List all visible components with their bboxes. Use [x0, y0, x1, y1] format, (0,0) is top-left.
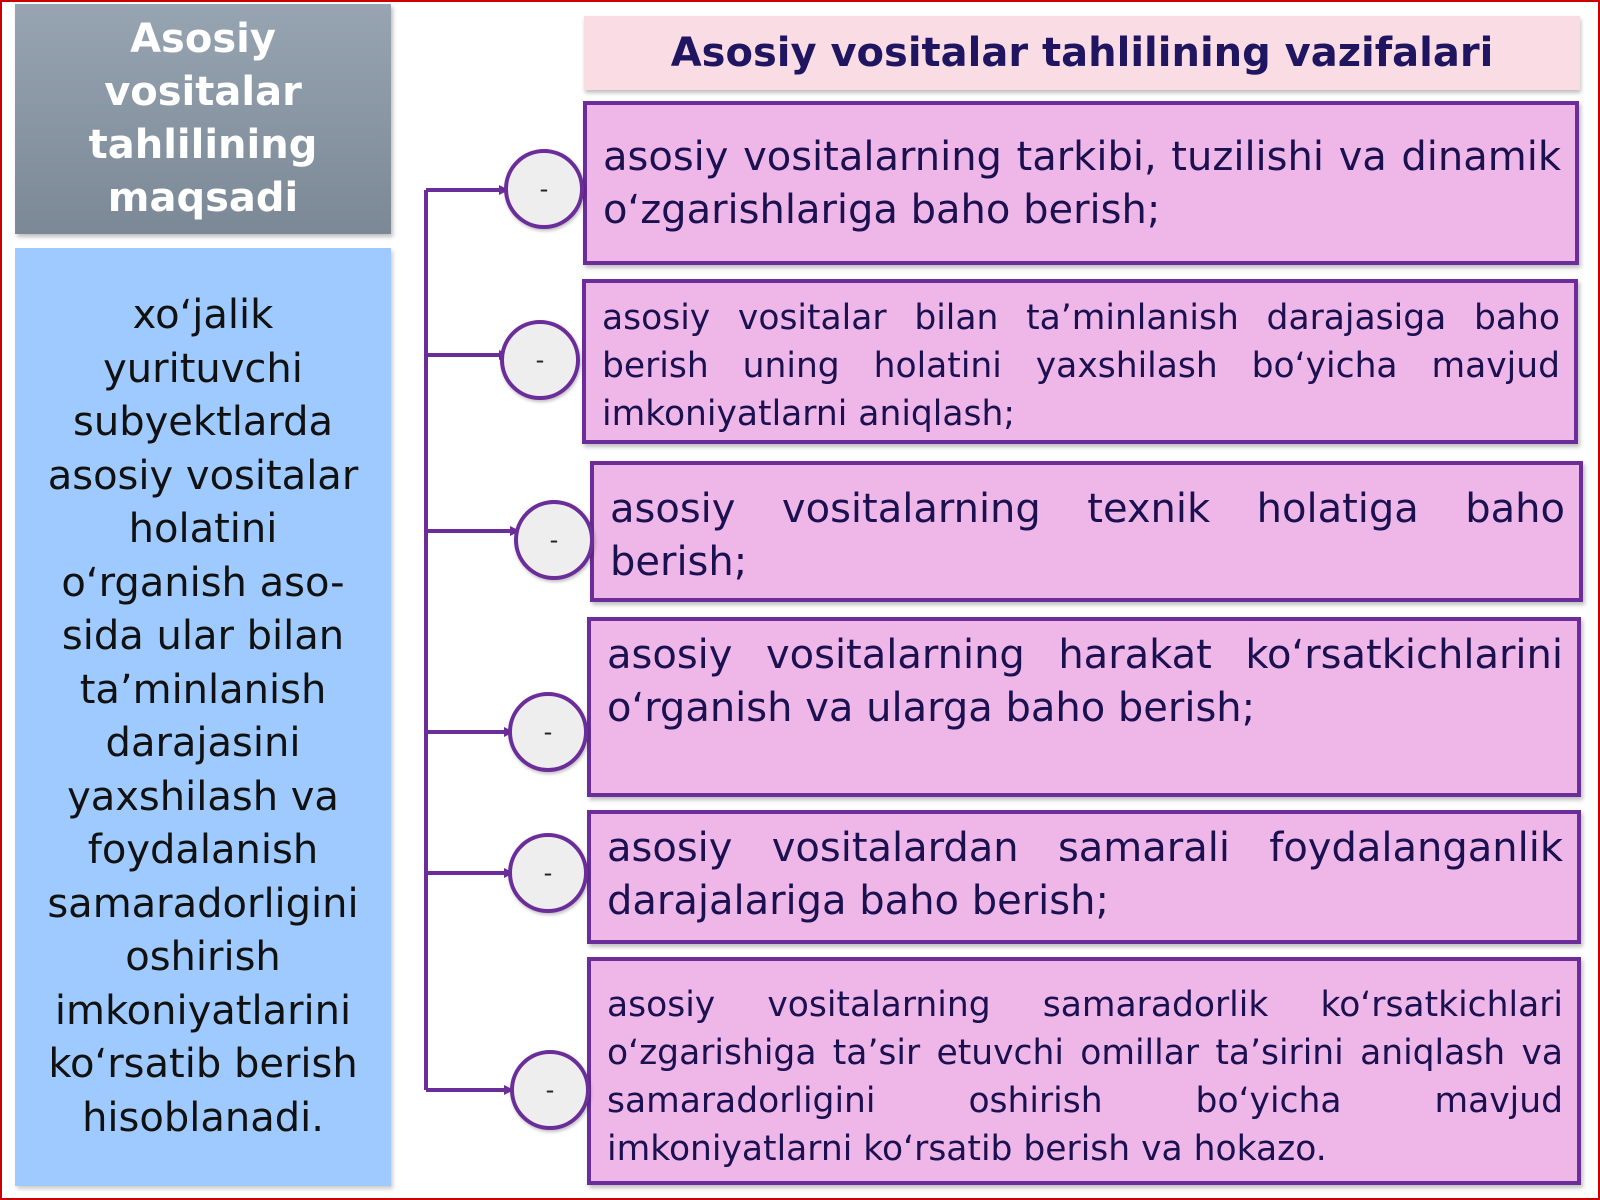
task-item-6-text: asosiy vositalarning samaradorlik ko‘rsatkichlari o‘zgarishiga ta’sir etuvchi omillar ta’sirini aniqlash va samaradorligini oshirish bo‘yicha mavjud imkoniyatlarni ko‘rsatib berish va hokazo.	[607, 985, 1563, 1169]
task-bullet-2: -	[500, 320, 580, 400]
task-item-3-text: asosiy vositalarning texnik holatiga baho berish;	[610, 486, 1565, 585]
goal-title: Asosiy vositalar tahlilining maqsadi	[15, 4, 391, 234]
task-item-6	[587, 957, 1581, 1185]
task-bullet-5: -	[508, 833, 588, 913]
task-bullet-3: -	[514, 500, 594, 580]
task-bullet-6: -	[510, 1050, 590, 1130]
task-item-5-text: asosiy vositalardan samarali foydalanganlik darajalariga baho berish;	[607, 825, 1563, 924]
task-bullet-1: -	[504, 149, 584, 229]
task-item-1-text: asosiy vositalarning tarkibi, tuzilishi va dinamik o‘zgarishlariga baho berish;	[603, 134, 1561, 233]
task-bullet-4: -	[508, 692, 588, 772]
goal-text: xo‘jalik yurituvchi subyektlarda asosiy vositalar holatini o‘rganish aso-sida ular bilan ta’minlanish darajasini yaxshilash va foydalanish samaradorligini oshirish imkoniyatlarini ko‘rsatib berish hisoblanadi.	[15, 248, 391, 1186]
task-item-4-text: asosiy vositalarning harakat ko‘rsatkichlarini o‘rganish va ularga baho berish;	[607, 632, 1563, 731]
task-item-1	[583, 101, 1579, 265]
task-item-2-text: asosiy vositalar bilan ta’minlanish darajasiga baho berish uning holatini yaxshilash bo‘yicha mavjud imkoniyatlarni aniqlash;	[602, 298, 1560, 434]
task-item-3	[590, 461, 1583, 602]
tasks-title: Asosiy vositalar tahlilining vazifalari	[584, 16, 1580, 90]
task-item-5	[587, 810, 1581, 944]
task-item-2	[582, 279, 1578, 444]
task-item-4	[587, 617, 1581, 797]
